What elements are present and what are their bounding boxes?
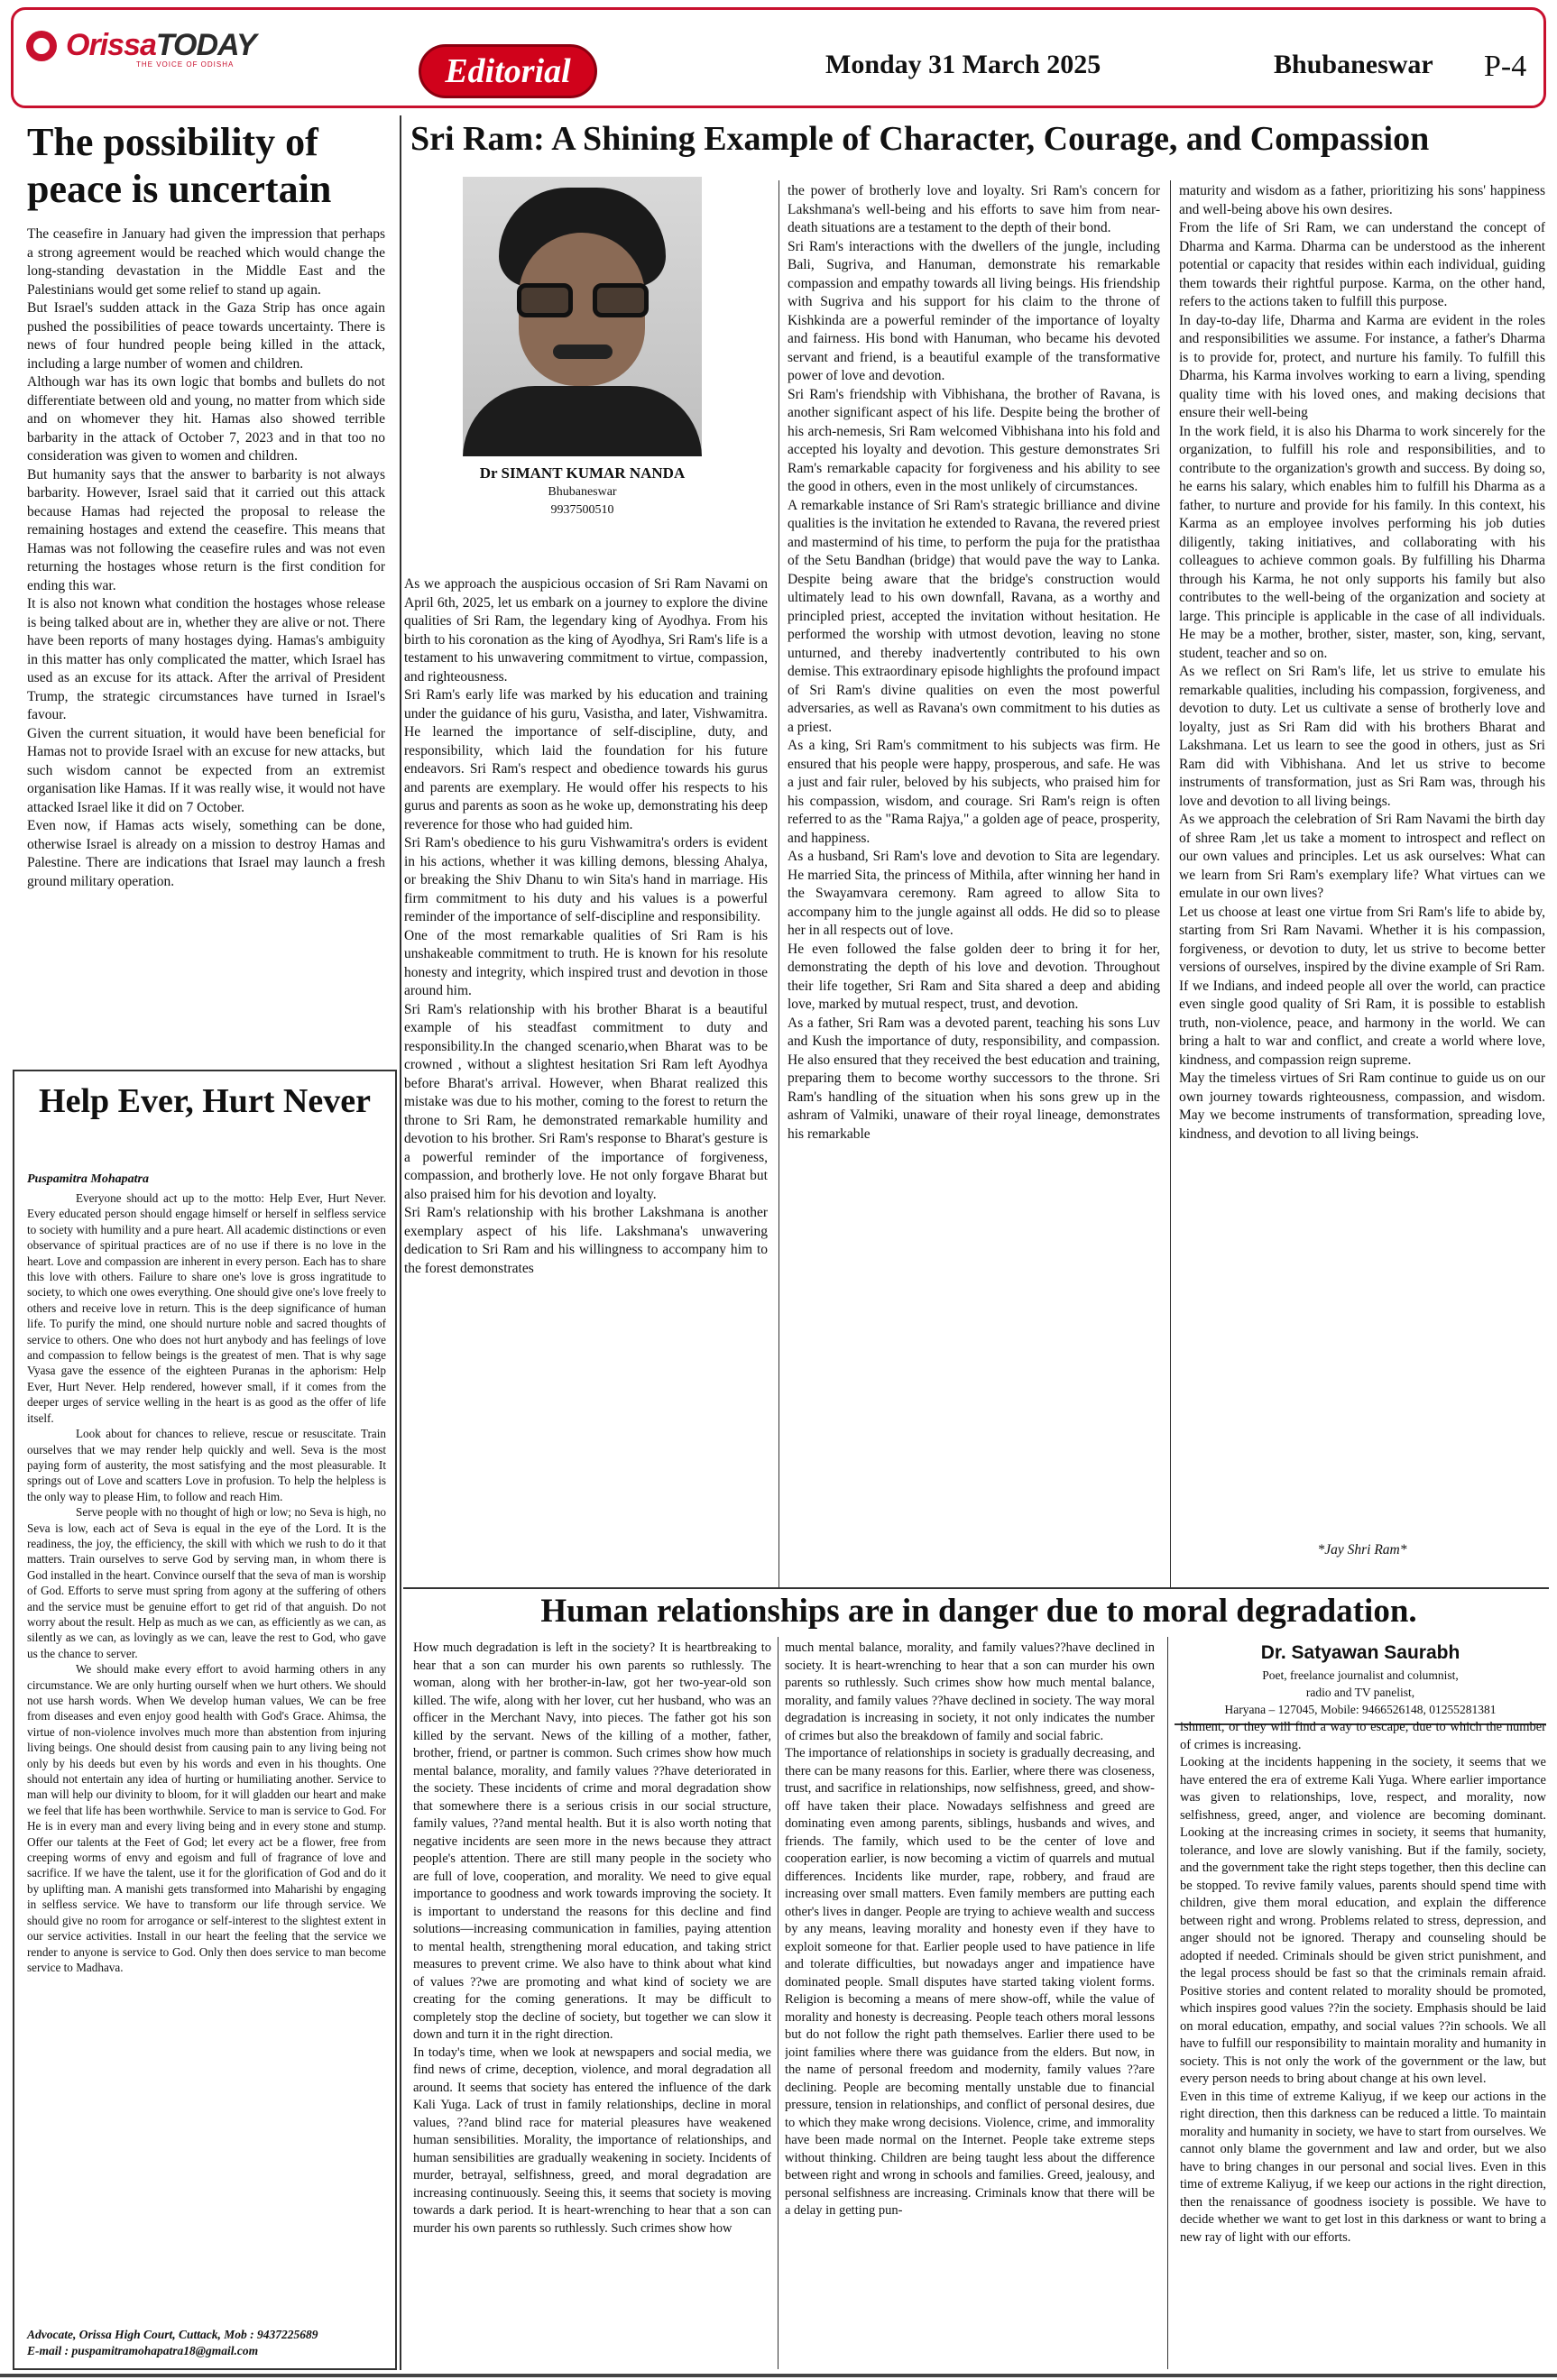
paragraph: the power of brotherly love and loyalty. Sri Ram's concern for Lakshmana's well-being and his efforts to save him from near-death situations are a testament to the depth of their bond. — [788, 183, 1160, 235]
author-address: Advocate, Orissa High Court, Cuttack, Mob : 9437225689 — [27, 2328, 318, 2341]
paragraph: We should make every effort to avoid harming others in any circumstance. We are only hurting ourself when we hurt others. We should not use harsh words. When We develop human values, We can be free from diseases and even enjoy good health with God's Grace. Ahimsa, the virtue of non-violence involves much more than abstention from injuring living beings. One should desist from causing pain to any living being not only by his deeds but even by his words and even in his thoughts. One should not entertain any idea of hurting or humiliating another. Service to man will help our divinity to bloom, for it will gladden our heart and make we feel that life has been worthwhile. Service to man is service to God. For He is in every man and every living being and in every stone and stump. Offer our talents at the Feet of God; let every act be a flower, free from creeping worms of envy and egoism and full of fragrance of love and sacrifice. If we have the talent, use it for the glorification of God and do it by uplifting man. A manishi gets transformed into Maharishi by engaging in selfless service. We have to transform our life through service. We should give no room for arrogance or self-interest to the slightest extent in our service activities. Install in our heart the feeling that the service we render to anyone is service to God. Only then does service to man become service to Madhava. — [27, 1662, 386, 1974]
paragraph: As we approach the celebration of Sri Ram Navami the birth day of shree Ram ,let us take a moment to introspect and reflect on our own values and principles. Let us ask ourselves: What can we learn from Sri Ram's exemplary life? What virtues can we emulate in our own lives? — [1179, 812, 1545, 901]
logo-emblem-icon — [26, 31, 57, 61]
paragraph: But humanity says that the answer to barbarity is not always barbarity. However, Israel said that it carried out this attack because Hamas had rejected the proposal to release the remaining hostages and extend the ceasefire. This means that Hamas was not following the ceasefire rules and was not even returning the hostages whose return is the first condition for ending this war. — [27, 466, 385, 593]
article-column-ram-3 — [1179, 182, 1545, 1544]
paragraph: As a father, Sri Ram was a devoted parent, teaching his sons Luv and Kush the importance of duty, responsibility, and compassion. He also ensured that they received the best education and training, preparing them to become worthy successors to the throne. Sri Ram's handling of the situation when his sons grew up in the ashram of Valmiki, unaware of their royal lineage, demonstrates his remarkable — [788, 1015, 1160, 1142]
article-column-ram-2 — [788, 182, 1160, 1585]
author-description: Poet, freelance journalist and columnist, — [1262, 1668, 1459, 1682]
article-title-ram: Sri Ram: A Shining Example of Character, Courage, and Compassion — [410, 120, 1430, 158]
author-byline-human — [1175, 1640, 1546, 1725]
page-number: P-4 — [1484, 50, 1527, 83]
paragraph: One of the most remarkable qualities of Sri Ram is his unshakeable commitment to truth. He is known for his resolute honesty and integrity, which inspired trust and devotion in those around him. — [404, 927, 768, 998]
newspaper-logo — [26, 28, 256, 63]
author-description: radio and TV panelist, — [1305, 1686, 1415, 1699]
column-divider — [400, 115, 401, 2370]
article-author-help: Puspamitra Mohapatra — [27, 1172, 149, 1186]
article-column-human-3 — [1180, 1719, 1546, 2370]
author-name: Dr SIMANT KUMAR NANDA — [479, 464, 686, 482]
paragraph: It is also not known what condition the hostages whose release is being talked about are in, whether they are alive or not. There have been reports of many hostages dying. Hamas's ambiguity in this matter has only complicated the matter, which Israel has used as an excuse for its attack. After the arrival of President Trump, the strategic circumstances have turned in Israel's favour. — [27, 596, 385, 722]
paragraph: As we approach the auspicious occasion of Sri Ram Navami on April 6th, 2025, let us embark on a journey to explore the divine qualities of Sri Ram, the legendary king of Ayodhya. From his birth to his coronation as the king of Ayodhya, Sri Ram's life is a testament to his unwavering commitment to virtue, compassion, and righteousness. — [404, 576, 768, 685]
section-divider — [403, 1587, 1549, 1589]
paragraph: Let us choose at least one virtue from Sri Ram's life to abide by, starting from Sri Ram Navami. Whether it is his compassion, forgiveness, or devotion to duty, let us strive to become better versions of ourselves, inspired by the divine example of Sri Ram. — [1179, 904, 1545, 975]
paragraph: ishment, or they will find a way to escape, due to which the number of crimes is increasing. — [1180, 1720, 1546, 1752]
paragraph: The ceasefire in January had given the impression that perhaps a strong agreement would be reached which would change the long-standing devastation in the Middle East and the Palestinians would get some relief to stand up again. — [27, 226, 385, 298]
paragraph: Sri Ram's relationship with his brother Bharat is a beautiful example of his steadfast commitment to duty and responsibility.In the changed scenario,when Bharat was to be crowned , without a slightest hesitation Sri Ram left Ayodhya before Bharat's arrival. However, when Bharat realized this mistake was due to his mother, coming to the forest to return the throne to Sri Ram, he demonstrated remarkable humility and devotion to his brother. Sri Ram's response to Bharat's gesture is a powerful reminder of the importance of forgiveness, compassion, and brotherly love. He not only forgave Bharat but also praised him for his devotion and loyalty. — [404, 1001, 768, 1202]
author-phone: 9937500510 — [550, 503, 614, 517]
paragraph: In today's time, when we look at newspapers and social media, we find news of crime, deception, violence, and moral degradation all around. It seems that society has entered the influence of the dark Kali Yuga. Lack of trust in family relationships, decline in moral values, ??and blind race for material pleasures have weakened human sensibilities. Morality, the importance of relationships, and human sensibilities are gradually weakening in society. Incidents of murder, betrayal, selfishness, greed, and moral degradation are increasing continuously. Seeing this, it seems that society is moving towards a dark period. It is heart-wrenching to hear that a son can murder his own parents so ruthlessly. Such crimes show how — [413, 2045, 771, 2236]
author-photo — [463, 177, 702, 456]
paragraph: Given the current situation, it would have been beneficial for Hamas not to provide Israel with an excuse for new attacks, but such wisdom cannot be expected from an extremist organisation like Hamas. If it was really wise, it would not have attacked Israel like it did on 7 October. — [27, 725, 385, 815]
article-title-peace: The possibility of peace is uncertain — [27, 120, 332, 211]
article-column-ram-1 — [404, 575, 768, 1584]
paragraph: much mental balance, morality, and family values??have declined in society. It is heart-wrenching to hear that a son can murder his own parents so ruthlessly. Such crimes show how much mental balance, morality, and family values ??have declined in society. The way moral degradation is increasing in society, it not only indicates the number of crimes but also the breakdown of family and social fabric. — [785, 1640, 1155, 1743]
logo-name-part-1: Orissa — [66, 28, 156, 62]
author-signature-help — [27, 2327, 386, 2359]
paragraph: Sri Ram's relationship with his brother Lakshmana is another exemplary aspect of his life. Lakshmana's unwavering dedication to Sri Ram and his willingness to accompany him to the forest demonstrates — [404, 1205, 768, 1276]
paragraph: The importance of relationships in society is gradually decreasing, and there can be many reasons for this. Earlier, where there was closeness, trust, and sacrifice in relationships, now selfishness, greed, and show-off have taken their place. Nowadays selfishness and greed are dominating even among parents, siblings, husbands and wives, and friends. The family, which used to be the center of love and cooperation earlier, is now becoming a victim of quarrels and mutual differences. Incidents like murder, rape, robbery, and fraud are increasing over small matters. Even family members are putting each other's lives in danger. People are trying to achieve wealth and success by any means, leaving morality and honesty even if they have to exploit someone for that. Earlier people used to have patience in life and tolerate difficulties, but nowadays anger and impatience have dominated people. Small disputes have started taking violent forms. Religion is becoming a means of mere show-off, while the value of morality and honesty is decreasing. People teach others moral lessons but do not follow the right path themselves. Earlier there used to be joint families where there was guidance from the elders. But now, in the name of personal freedom and modernity, family values ??are declining. People are becoming mentally unstable due to financial pressure, tension in relationships, and conflict of personal desires, due to which they make wrong decisions. Violence, crime, and immorality have been made normal on the Internet. People take extreme steps without thinking. Children are being taught less about the difference between right and wrong in schools and families. Greed, jealousy, and personal selfishness are increasing. Criminals know that there will be a delay in getting pun- — [785, 1746, 1155, 2218]
paragraph: Even in this time of extreme Kaliyug, if we keep our actions in the right direction, then this darkness can be reduced a little. To maintain morality and humanity in society, we have to start from ourselves. We cannot only blame the government and law and order, but we also have to bring changes in our personal and social lives. Even in this time of extreme Kaliyug, if we keep our actions in the right direction, then the renaissance of goodness isociety is possible. We have to decide whether we want to get lost in this darkness or want to bring a new ray of light with our efforts. — [1180, 2089, 1546, 2245]
article-title-human: Human relationships are in danger due to moral degradation. — [540, 1593, 1417, 1630]
paragraph: As a king, Sri Ram's commitment to his subjects was firm. He ensured that his people were happy, prosperous, and safe. He was a just and fair ruler, beloved by his subjects, who praised him for his compassion, wisdom, and courage. Sri Ram's reign is often referred to as the "Rama Rajya," a golden age of peace, prosperity, and happiness. — [788, 738, 1160, 846]
author-byline-ram — [463, 464, 702, 519]
paragraph: Sri Ram's early life was marked by his education and training under the guidance of his guru, Vasistha, and later, Vishwamitra. He learned the importance of self-discipline, duty, and responsibility, which laid the foundation for his future endeavors. Sri Ram's respect and obedience towards his gurus and parents are exemplary. He would offer his respects to his gurus and parents as soon as he woke up, demonstrating his deep reverence for those who had guided him. — [404, 687, 768, 832]
logo-name-part-2: TODAY — [155, 28, 256, 62]
article-column-human-1 — [413, 1640, 771, 2370]
author-email: E-mail : puspamitramohapatra18@gmail.com — [27, 2344, 259, 2357]
paragraph: Although war has its own logic that bombs and bullets do not differentiate between old and young, no matter from which side and on whomever they hit. Hamas also showed terrible barbarity in the attack of October 7, 2023 and in that too no consideration was given to women and children. — [27, 374, 385, 464]
paragraph: Everyone should act up to the motto: Help Ever, Hurt Never. Every educated person should engage himself or herself in selfless service to society with humility and a pure heart. All academic distinctions or even observance of spiritual practices are of no use if there is no love in the heart. Love and compassion are inherent in every person. Each has to share this love with others. Failure to share one's love is gross ingratitude to society, to which one owes everything. One should give one's love freely to others and receive love in return. This is the deep significance of human life. To purify the mind, one should nurture noble and sacred thoughts of service to others. One who does not hurt anybody and has feelings of love and compassion to fellow beings is the greatest of men. That is why sage Vyasa gave the essence of the eighteen Puranas in the aphorism: Help Ever, Hurt Never. Help rendered, however small, if it comes from the deeper urges of service welling in the heart is as good as the offer of life itself. — [27, 1191, 386, 1425]
section-badge: Editorial — [419, 44, 597, 98]
paragraph: Sri Ram's obedience to his guru Vishwamitra's orders is evident in his actions, whether it was killing demons, blessing Ahalya, or breaking the Shiv Dhanu to win Sita's hand in marriage. His firm commitment to his duty and his values is a powerful reminder of the importance of self-discipline and responsibility. — [404, 835, 768, 924]
paragraph: May the timeless virtues of Sri Ram continue to guide us on our own journey towards righteousness, compassion, and wisdom. May we become instruments of transformation, spreading love, kindness, and devotion to all living beings. — [1179, 1071, 1545, 1142]
paragraph: Looking at the incidents happening in the society, it seems that we have entered the era of extreme Kali Yuga. Where earlier importance was given to relationships, love, respect, and morality, now selfishness, greed, anger, and violence are becoming dominant. Looking at the increasing crimes in society, it seems that humanity, tolerance, and love are slowly vanishing. But if the family, society, and the government take the right steps together, then this decline can be stopped. To revive family values, parents should spend time with children, give them moral education, and explain the difference between right and wrong. Problems related to stress, depression, and anger should not be ignored. Therapy and counseling should be adopted if needed. Criminals should be given strict punishment, and the legal process should be fast so that the criminals remain afraid. Positive stories and content related to morality should be promoted, which inspires good values ??in the society. Emphasis should be laid on moral education, empathy, and social values ??in schools. We all have to fulfill our responsibility to maintain morality and humanity in society. This is not only the work of the government or the law, but every person needs to bring about change at his own level. — [1180, 1755, 1546, 2086]
article-end-note: *Jay Shri Ram* — [1317, 1542, 1407, 1558]
paragraph: If we Indians, and indeed people all over the world, can practice even single good quality of Sri Ram, it is possible to establish truth, non-violence, peace, and harmony in the world. We can bring a halt to war and conflict, and create a world where love, kindness, and compassion reign supreme. — [1179, 978, 1545, 1068]
paragraph: In day-to-day life, Dharma and Karma are evident in the roles and responsibilities we assume. For instance, a father's Dharma is to provide for, protect, and nurture his family. To fulfill this Dharma, his Karma involves working to earn a living, spending quality time with his loved ones, and making decisions that ensure their well-being — [1179, 312, 1545, 420]
column-divider — [1167, 1637, 1168, 2369]
paragraph: From the life of Sri Ram, we can understand the concept of Dharma and Karma. Dharma can be understood as the inherent potential or capacity that resides within each individual, guiding them towards their rightful purpose. Karma, on the other hand, refers to the actions taken to fulfill this purpose. — [1179, 220, 1545, 309]
issue-city: Bhubaneswar — [1274, 50, 1433, 79]
paragraph: He even followed the false golden deer to bring it for her, demonstrating the depth of his love and devotion. Throughout their life together, Sri Ram and Sita shared a deep and abiding love, marked by mutual respect, trust, and devotion. — [788, 941, 1160, 1012]
article-title-help: Help Ever, Hurt Never — [39, 1082, 371, 1120]
paragraph: As a husband, Sri Ram's love and devotion to Sita are legendary. He married Sita, the princess of Mithila, after winning her hand in the Swayamvara ceremony. Ram agreed to allow Sita to accompany him to the jungle against all odds. He did so to please her in all respects out of love. — [788, 849, 1160, 938]
paragraph: In the work field, it is also his Dharma to work sincerely for the organization, to fulfill his role and responsibilities, and to contribute to the organization's growth and success. By doing so, he earns his salary, which enables him to fulfill his Dharma as a father, to nurture and provide for his family. In this context, his Karma as an employee involves performing his job duties diligently, taking initiatives, and collaborating with his colleagues to achieve common goals. By fulfilling his Dharma through his Karma, he not only supports his family but also contributes to the well-being of the organization and society at large. This principle is applicable in the case of all individuals. He may be a mother, brother, sister, master, son, king, servant, student, teacher and so on. — [1179, 423, 1545, 661]
masthead — [11, 7, 1546, 108]
paragraph: Sri Ram's friendship with Vibhishana, the brother of Ravana, is another significant aspect of his life. Despite being the brother of his arch-nemesis, Sri Ram welcomed Vibhishana into his fold and accepted his loyalty and devotion. This gesture demonstrates Sri Ram's remarkable capacity for forgiveness and his ability to see the good in others, even in the most unlikely of circumstances. — [788, 386, 1160, 494]
column-divider — [778, 180, 779, 1587]
paragraph: Even now, if Hamas acts wisely, something can be done, otherwise Israel is already on a mission to destroy Hamas and Palestine. There are indications that Israel may launch a fresh ground military operation. — [27, 818, 385, 889]
paragraph: Look about for chances to relieve, rescue or resuscitate. Train ourselves that we may render help quickly and well. Seva is the most paying form of austerity, the most satisfying and the most pleasurable. It springs out of Love and scatters Love in profusion. To help the helpless is the only way to please Him, to follow and reach Him. — [27, 1427, 386, 1503]
paragraph: How much degradation is left in the society? It is heartbreaking to hear that a son can murder his own parents so ruthlessly. The woman, along with her brother-in-law, got her two-year-old son killed. The wife, along with her lover, cut her husband, who was an officer in the Merchant Navy, into pieces. The father got his son killed by the servant. News of the killing of a mother, father, brother, friend, or partner is common. Such crimes show how much mental balance, morality, and family values ??have deteriorated in the society. These incidents of crime and moral degradation show that somewhere there is a serious crisis in our social structure, family values, ??and mental health. But it is also worth noting that negative incidents are seen more in the news because they attract people's attention. There are still many people in the society who are full of love, cooperation, and morality. We need to give equal importance to goodness and work towards improving the society. It is important to understand the reasons for this decline and find solutions—increasing communication in families, paying attention to mental health, strengthening moral education, and taking strict measures to prevent crime. We also have to think about what kind of values ??we are promoting and what kind of society we are creating for the coming generations. It may be difficult to completely stop the decline of society, but together we can slow it down and turn it in the right direction. — [413, 1640, 771, 2042]
author-name: Dr. Satyawan Saurabh — [1260, 1642, 1460, 1663]
paragraph: Sri Ram's interactions with the dwellers of the jungle, including Bali, Sugriva, and Hanuman, demonstrate his remarkable compassion and empathy towards all living beings. His friendship with Sugriva and his support for his claim to the throne of Kishkinda are a powerful reminder of the importance of loyalty and fairness. His bond with Hanuman, who became his devoted servant and friend, is a beautiful example of the transformative power of love and devotion. — [788, 238, 1160, 383]
paragraph: Serve people with no thought of high or low; no Seva is high, no Seva is low, each act of Seva is equal in the eye of the Lord. It is the readiness, the joy, the efficiency, the skill with which we rush to do it that matters. Train ourselves to serve God by serving man, in whom there is God installed in the heart. Convince ourself that the seva of man is worship of God. Efforts to serve must spring from agony at the suffering of others and the service must be genuine effort to get rid of that anguish. Do not worry about the result. Help as much as we can, as efficiently as we can, as silently as we can, as lovingly as we can, leave the rest to God, who gave us the chance to server. — [27, 1505, 386, 1660]
article-body-help — [27, 1190, 386, 2318]
paragraph: maturity and wisdom as a father, prioritizing his sons' happiness and well-being above his own desires. — [1179, 183, 1545, 217]
author-city: Bhubaneswar — [548, 485, 617, 499]
article-column-human-2 — [785, 1640, 1155, 2370]
paragraph: As we reflect on Sri Ram's life, let us strive to emulate his remarkable qualities, including his compassion, forgiveness, and devotion to duty. Let us cultivate a sense of brotherly love and loyalty, just as Sri Ram did with his brothers Bharat and Lakshmana. Let us learn to see the good in others, just as Sri Ram did with Vibhishana. And let us strive to become instruments of transformation, just as Sri Ram was, through his love and devotion to all living beings. — [1179, 664, 1545, 809]
logo-tagline: THE VOICE OF ODISHA — [136, 60, 235, 69]
article-body-peace — [27, 225, 385, 1064]
column-divider — [1170, 180, 1171, 1587]
issue-date: Monday 31 March 2025 — [825, 50, 1101, 79]
paragraph: But Israel's sudden attack in the Gaza Strip has once again pushed the possibilities of peace towards uncertainty. There is news of four hundred people being killed in the attack, including a large number of women and children. — [27, 300, 385, 372]
paragraph: A remarkable instance of Sri Ram's strategic brilliance and divine qualities is the invitation he extended to Ravana, the revered priest and mastermind of his time, to perform the puja for the pratisthaa of the Setu Bandhan (bridge) that would pave the way to Lanka. Despite being aware that the bridge's construction would ultimately lead to his own downfall, Ravana, as a worthy and principled priest, accepted the invitation without hesitation. He performed the worship with utmost devotion, leaving no stone unturned, and thereby inadvertently contributed to his own demise. This extraordinary episode highlights the profound impact of Sri Ram's divine qualities on even the most powerful adversaries, as well as Ravana's own commitment to his duties as a priest. — [788, 497, 1160, 735]
page-bottom-rule — [0, 2374, 1557, 2377]
author-contact: Haryana – 127045, Mobile: 9466526148, 01255281381 — [1224, 1703, 1497, 1716]
